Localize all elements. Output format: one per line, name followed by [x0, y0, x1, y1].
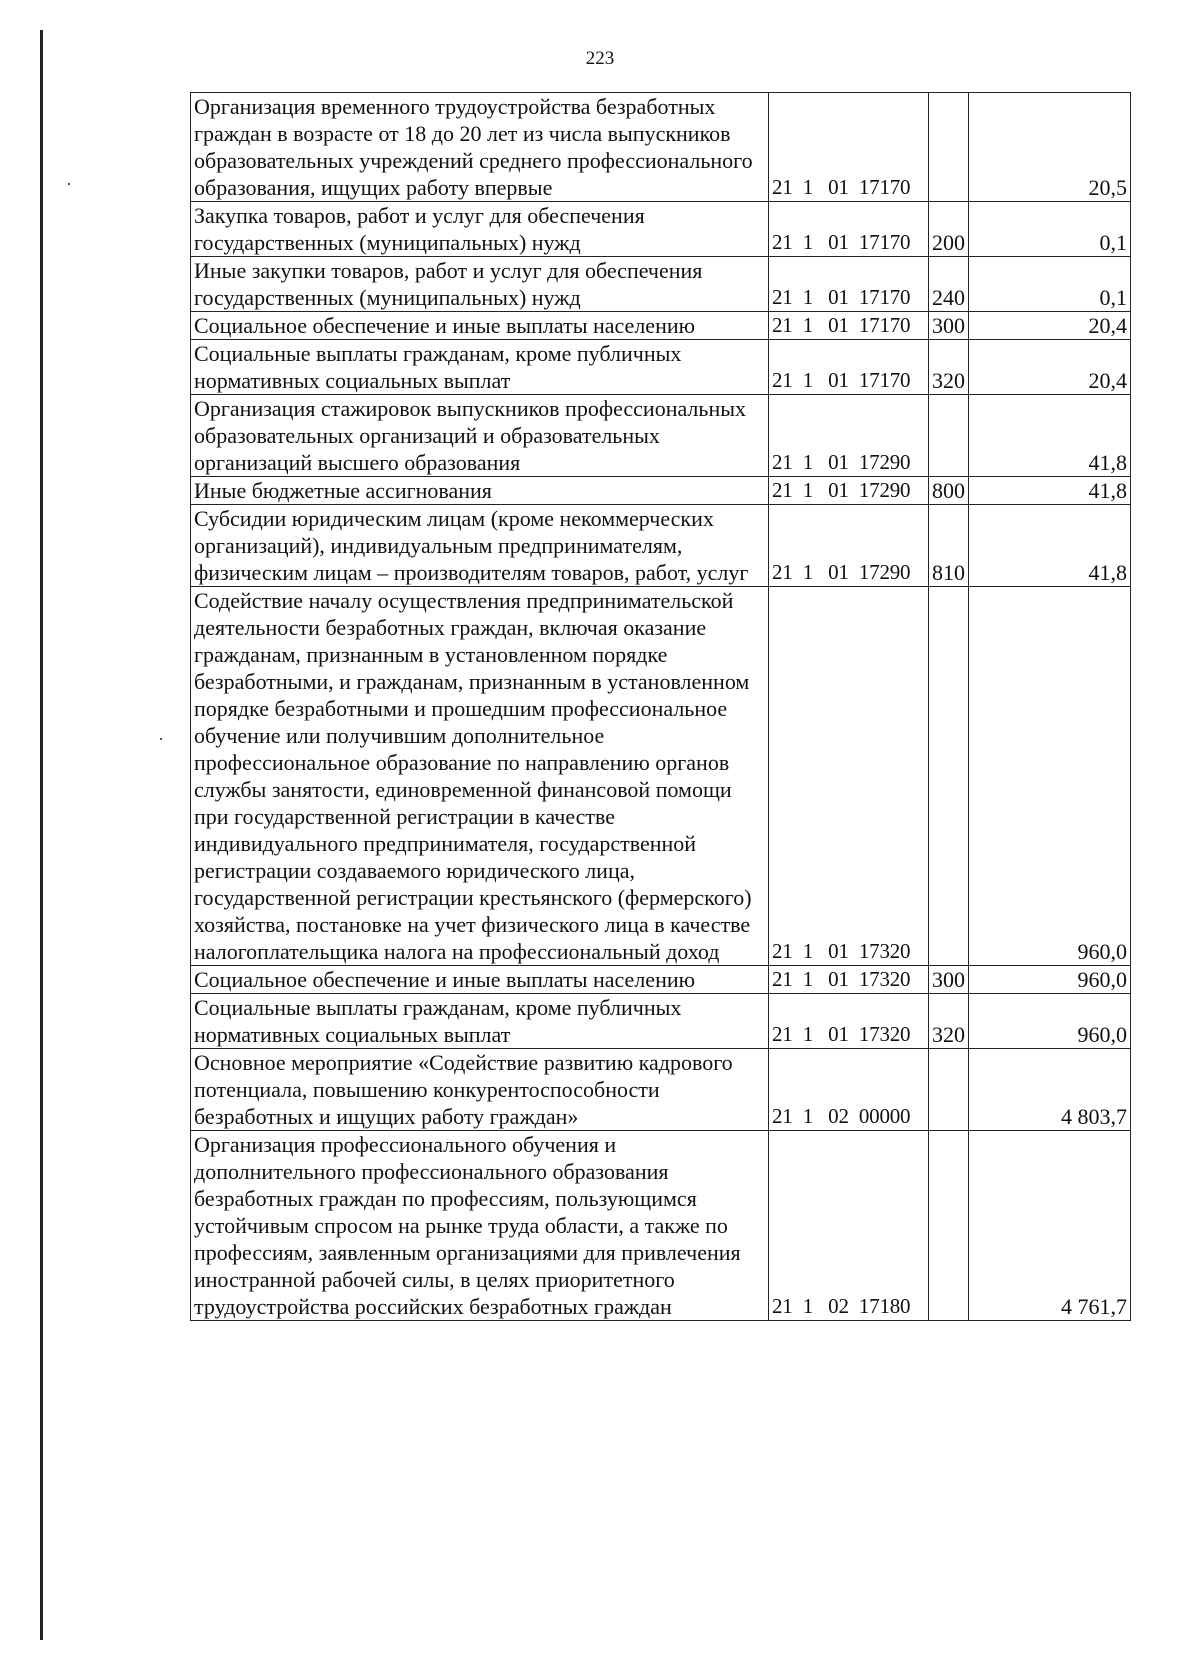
table-row: [191, 340, 1131, 395]
row-amount: 960,0: [969, 966, 1131, 994]
row-name: Закупка товаров, работ и услуг для обеспечения государственных (муниципальных) нужд: [191, 202, 769, 257]
row-expense-type: 800: [929, 477, 969, 505]
row-name: Социальное обеспечение и иные выплаты населению: [191, 312, 769, 340]
row-code: 21 1 01 17170: [769, 312, 929, 340]
row-code: 21 1 01 17170: [769, 202, 929, 257]
row-amount: 0,1: [969, 257, 1131, 312]
table-row: [191, 587, 1131, 966]
row-expense-type: [929, 93, 969, 202]
row-name: Социальные выплаты гражданам, кроме публичных нормативных социальных выплат: [191, 994, 769, 1049]
row-expense-type: 300: [929, 966, 969, 994]
row-expense-type: 810: [929, 505, 969, 587]
row-name: Иные закупки товаров, работ и услуг для обеспечения государственных (муниципальных) нужд: [191, 257, 769, 312]
row-code: 21 1 01 17320: [769, 966, 929, 994]
row-name: Субсидии юридическим лицам (кроме некоммерческих организаций), индивидуальным предпринимателям, физическим лицам – производителям товаров, работ, услуг: [191, 505, 769, 587]
row-code: 21 1 01 17290: [769, 395, 929, 477]
table-row: [191, 395, 1131, 477]
row-expense-type: 200: [929, 202, 969, 257]
table-row: [191, 93, 1131, 202]
row-amount: 20,4: [969, 312, 1131, 340]
scan-speck: [68, 183, 70, 185]
row-expense-type: [929, 395, 969, 477]
row-amount: 960,0: [969, 994, 1131, 1049]
row-expense-type: 320: [929, 994, 969, 1049]
row-name: Социальные выплаты гражданам, кроме публичных нормативных социальных выплат: [191, 340, 769, 395]
table-row: [191, 202, 1131, 257]
row-amount: 41,8: [969, 477, 1131, 505]
row-code: 21 1 02 00000: [769, 1049, 929, 1131]
row-amount: 4 761,7: [969, 1131, 1131, 1321]
table-row: [191, 257, 1131, 312]
budget-table: [190, 92, 1131, 1321]
row-amount: 20,4: [969, 340, 1131, 395]
row-code: 21 1 01 17290: [769, 505, 929, 587]
row-name: Социальное обеспечение и иные выплаты населению: [191, 966, 769, 994]
row-amount: 0,1: [969, 202, 1131, 257]
table-row: [191, 1131, 1131, 1321]
row-code: 21 1 02 17180: [769, 1131, 929, 1321]
row-code: 21 1 01 17320: [769, 994, 929, 1049]
row-expense-type: 320: [929, 340, 969, 395]
page-number: 223: [585, 48, 615, 69]
row-name: Иные бюджетные ассигнования: [191, 477, 769, 505]
row-code: 21 1 01 17170: [769, 340, 929, 395]
row-expense-type: 300: [929, 312, 969, 340]
table-row: [191, 312, 1131, 340]
table-row: [191, 477, 1131, 505]
table-row: [191, 966, 1131, 994]
row-code: 21 1 01 17290: [769, 477, 929, 505]
row-expense-type: 240: [929, 257, 969, 312]
row-amount: 4 803,7: [969, 1049, 1131, 1131]
row-amount: 960,0: [969, 587, 1131, 966]
row-name: Организация профессионального обучения и дополнительного профессионального образования безработных граждан по профессиям, пользующимся устойчивым спросом на рынке труда области, а также по профессиям, заявленным организациями для привлечения иностранной рабочей силы, в целях приоритетного трудоустройства российских безработных граждан: [191, 1131, 769, 1321]
row-expense-type: [929, 587, 969, 966]
table-row: [191, 994, 1131, 1049]
table-row: [191, 1049, 1131, 1131]
row-amount: 41,8: [969, 395, 1131, 477]
row-amount: 41,8: [969, 505, 1131, 587]
row-name: Содействие началу осуществления предпринимательской деятельности безработных граждан, включая оказание гражданам, признанным в установленном порядке безработными, и гражданам, признанным в установленном порядке безработными и прошедшим профессиональное обучение или получившим дополнительное профессиональное образование по направлению органов службы занятости, единовременной финансовой помощи при государственной регистрации в качестве индивидуального предпринимателя, государственной регистрации создаваемого юридического лица, государственной регистрации крестьянского (фермерского) хозяйства, постановке на учет физического лица в качестве налогоплательщика налога на профессиональный доход: [191, 587, 769, 966]
row-code: 21 1 01 17320: [769, 587, 929, 966]
scan-edge-line: [40, 30, 43, 1640]
row-amount: 20,5: [969, 93, 1131, 202]
row-code: 21 1 01 17170: [769, 257, 929, 312]
scan-speck: [160, 738, 162, 740]
row-code: 21 1 01 17170: [769, 93, 929, 202]
row-expense-type: [929, 1131, 969, 1321]
table-row: [191, 505, 1131, 587]
row-name: Организация временного трудоустройства безработных граждан в возрасте от 18 до 20 лет из числа выпускников образовательных учреждений среднего профессионального образования, ищущих работу впервые: [191, 93, 769, 202]
row-name: Основное мероприятие «Содействие развитию кадрового потенциала, повышению конкурентоспособности безработных и ищущих работу граждан»: [191, 1049, 769, 1131]
row-name: Организация стажировок выпускников профессиональных образовательных организаций и образовательных организаций высшего образования: [191, 395, 769, 477]
row-expense-type: [929, 1049, 969, 1131]
